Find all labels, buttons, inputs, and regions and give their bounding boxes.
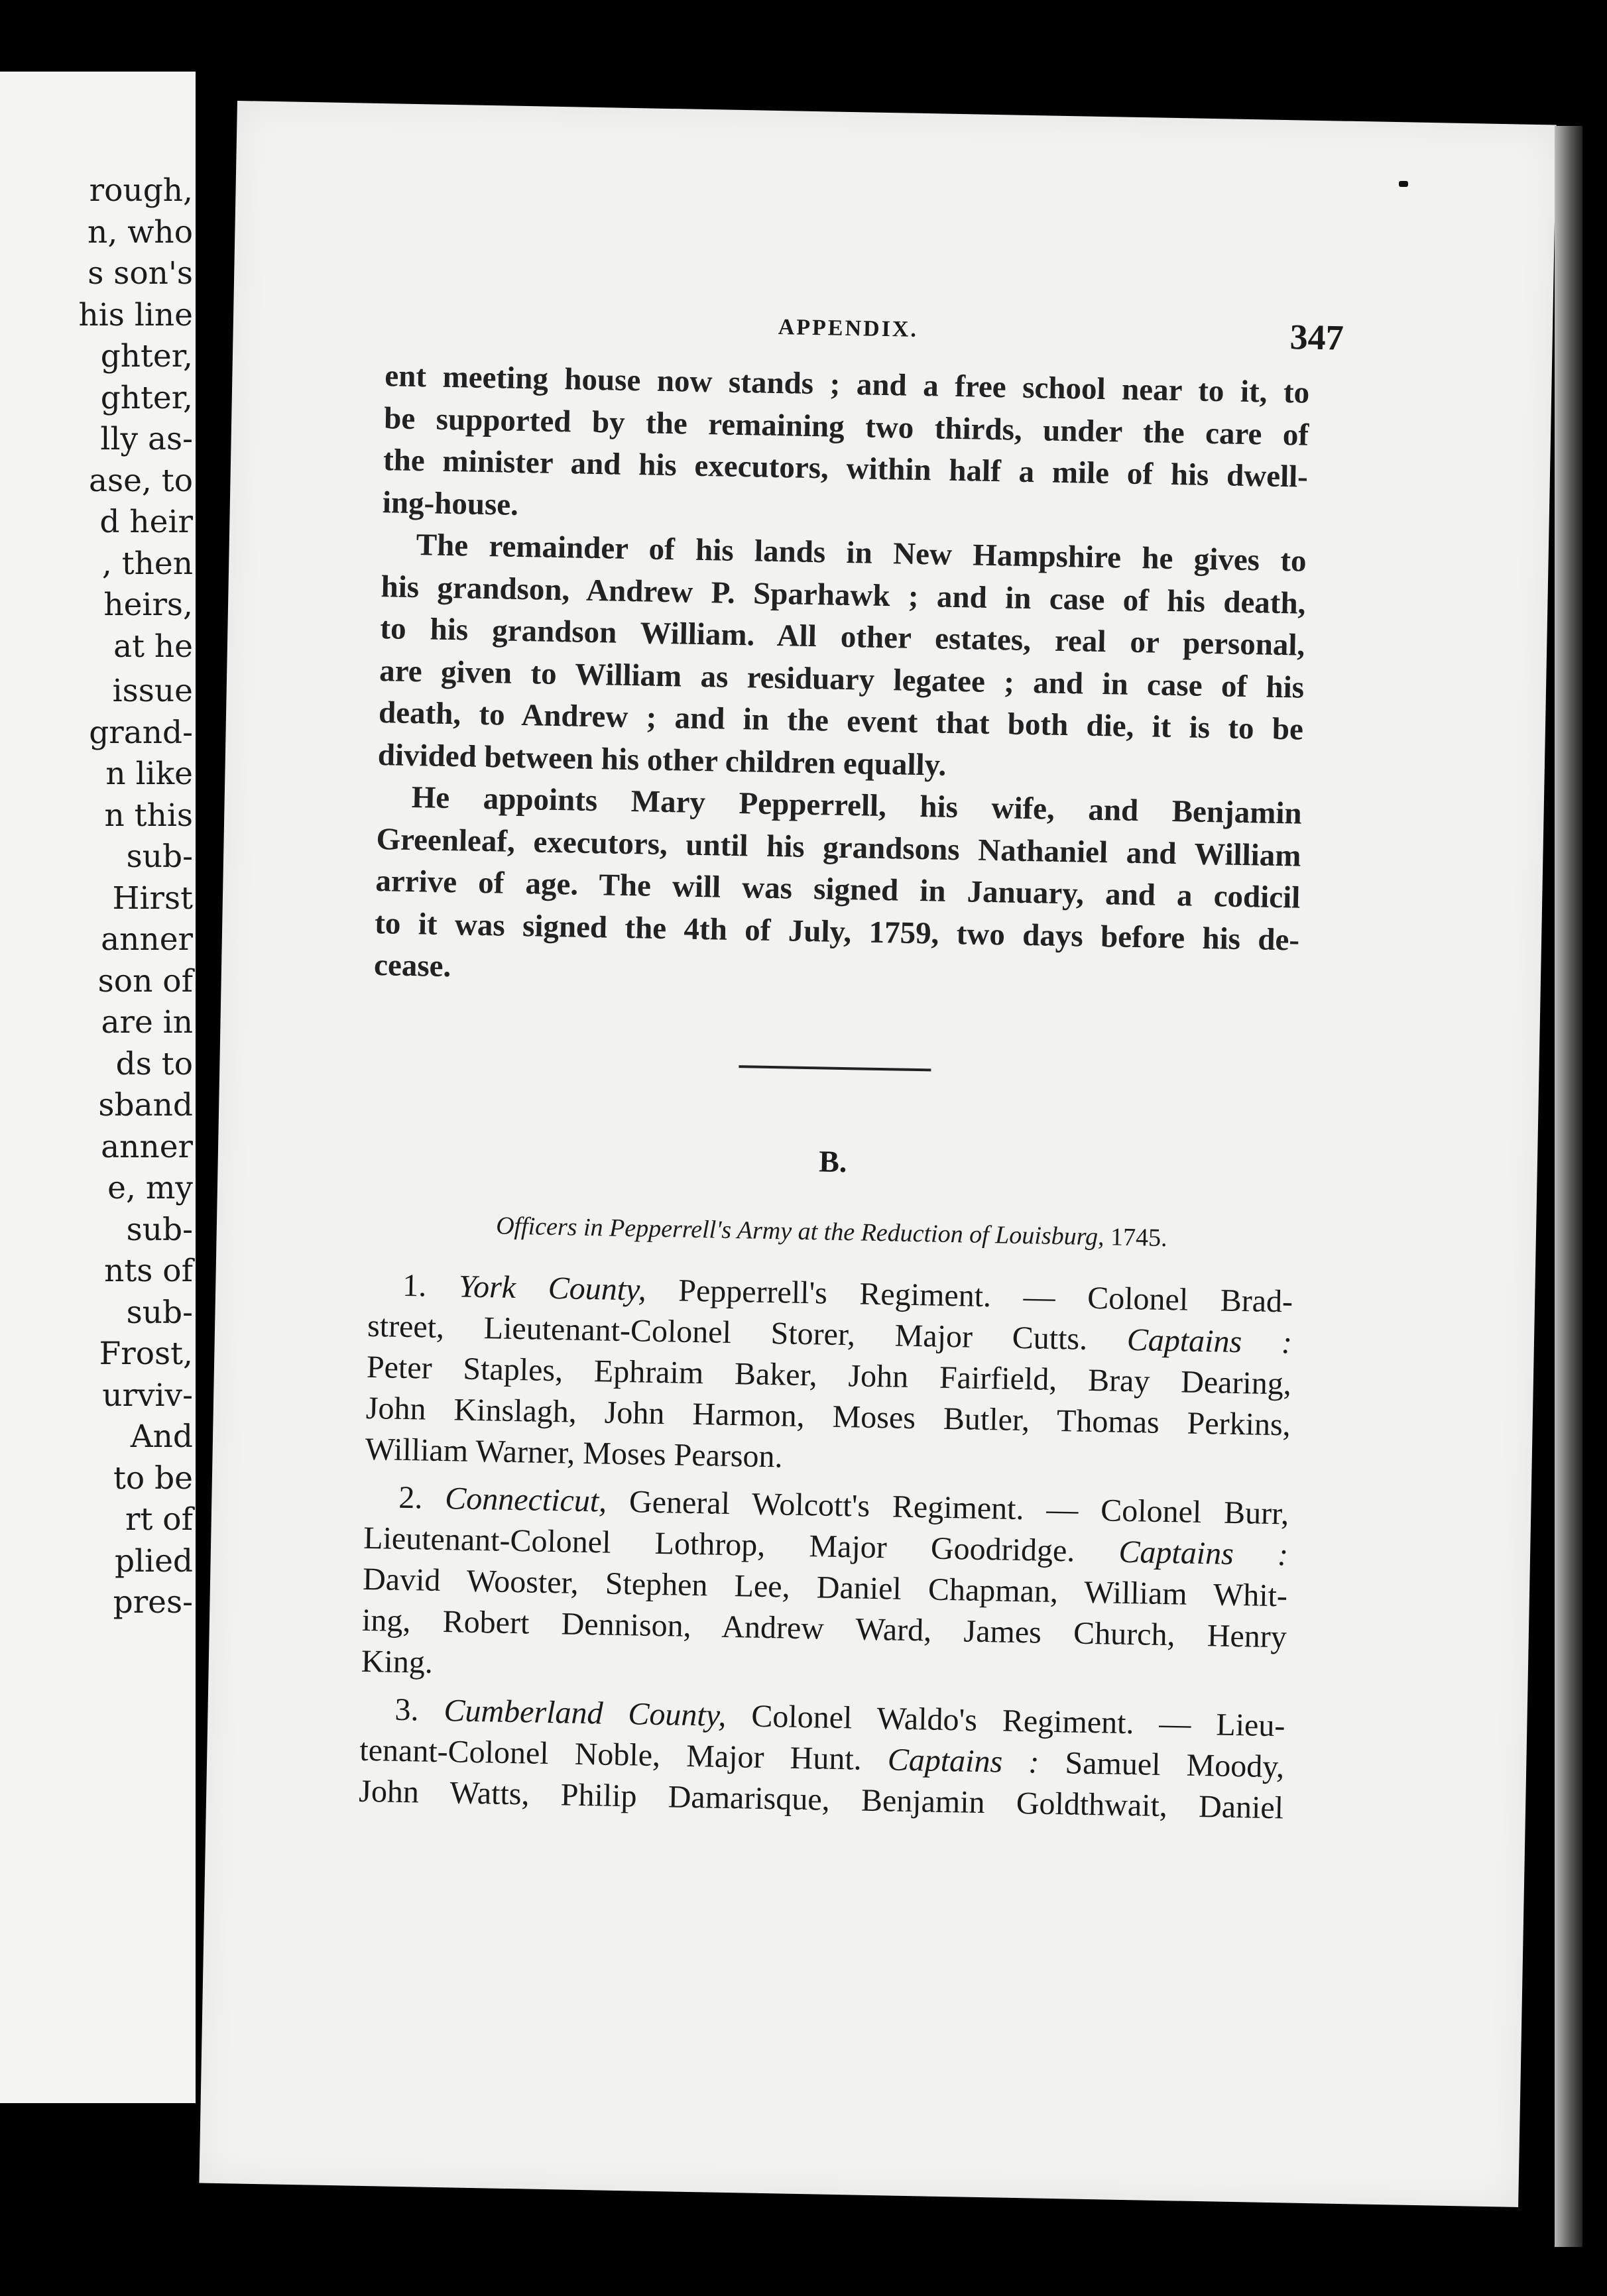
left-page-line: nts of (104, 1253, 193, 1289)
page-stack-edge (1555, 126, 1582, 2247)
officers-list (359, 1264, 1293, 1828)
right-page (199, 101, 1556, 2207)
text-segment: street, Lieutenant-Colonel Storer, Major Cutts. (367, 1308, 1128, 1357)
left-page-line: are in (101, 1004, 193, 1041)
left-page-line: rt of (125, 1501, 193, 1538)
left-page-line: Hirst (112, 880, 193, 917)
left-page-line: his line (78, 296, 193, 333)
left-page-line: sband (98, 1087, 193, 1123)
left-page-line: s son's (88, 255, 193, 292)
paragraph-line: cease. (373, 948, 451, 984)
paragraph (377, 524, 1307, 793)
paragraph-line: Greenleaf, executors, until his grandsons Nathaniel and William (376, 821, 1301, 874)
running-title: APPENDIX. (778, 315, 919, 342)
left-page-line: at he (113, 628, 193, 665)
text-segment: Samuel Moody, (1038, 1745, 1285, 1784)
left-page-line: heirs, (103, 587, 193, 623)
text-segment: Pepperrell's Regiment. — Colonel Brad- (646, 1272, 1293, 1319)
left-page-line: pres- (113, 1584, 193, 1621)
paragraph-line: are given to William as residuary legatee ; and in case of his (379, 653, 1305, 705)
page-number: 347 (1289, 317, 1344, 358)
text-segment: John Kinslagh, John Harmon, Moses Butler, Thomas Perkins, (365, 1390, 1291, 1442)
left-page-line: n, who (88, 213, 193, 251)
section-divider (739, 1065, 931, 1071)
left-page-line: plied (114, 1542, 193, 1579)
text-segment: Lieutenant-Colonel Lothrop, Major Goodridge. (363, 1520, 1120, 1570)
left-page-line: to be (113, 1460, 193, 1497)
paragraph-line: death, to Andrew ; and in the event that both die, it is to be (378, 695, 1304, 747)
text-segment: John Watts, Philip Damarisque, Benjamin Goldthwait, Daniel (358, 1773, 1284, 1825)
left-page-line: grand- (89, 714, 193, 751)
left-page-line: d heir (99, 504, 193, 540)
caption-year: 1745. (1110, 1222, 1167, 1252)
left-page-line: anner (101, 1128, 193, 1165)
text-segment: William Warner, Moses Pearson. (365, 1431, 784, 1474)
regiment-entry (361, 1476, 1289, 1699)
regiment-entry (365, 1264, 1293, 1487)
paragraph-line: the minister and his executors, within half a mile of his dwell- (383, 443, 1309, 494)
paragraph-line: He appoints Mary Pepperrell, his wife, and Benjamin (411, 779, 1303, 831)
paragraph-line: to it was signed the 4th of July, 1759, two days before his de- (374, 905, 1300, 958)
left-page-line: n this (104, 797, 193, 834)
text-segment: King. (361, 1643, 434, 1680)
paragraph (374, 776, 1303, 1004)
text-segment: 1. (402, 1267, 459, 1304)
text-segment: David Wooster, Stephen Lee, Daniel Chapman, William Whit- (362, 1561, 1288, 1613)
italic-segment: Captains : (1118, 1534, 1289, 1572)
italic-segment: Connecticut, (444, 1480, 607, 1519)
paragraph-line: ing-house. (382, 485, 519, 522)
paragraph-line: to his grandson William. All other estates, real or personal, (379, 611, 1305, 663)
paragraph-line: be supported by the remaining two thirds, under the care of (383, 400, 1309, 453)
will-text (374, 355, 1310, 1004)
left-page-line: rough, (89, 172, 193, 209)
left-page-line: lly as- (100, 421, 193, 457)
left-page-edge (0, 72, 196, 2103)
italic-segment: Cumberland County, (444, 1692, 727, 1733)
italic-segment: Captains : (1126, 1322, 1293, 1360)
left-page-line: n like (105, 756, 193, 792)
caption-text: Officers in Pepperrell's Army at the Reduction of Louisburg, (495, 1211, 1104, 1251)
text-segment: tenant-Colonel Noble, Major Hunt. (359, 1732, 888, 1777)
left-page-line: sub- (126, 838, 193, 875)
text-segment: 3. (394, 1692, 445, 1728)
paragraph-line: divided between his other children equally. (377, 737, 947, 783)
left-page-line: son of (97, 962, 193, 1000)
left-page-line: e, my (107, 1170, 193, 1206)
text-segment: General Wolcott's Regiment. — Colonel Burr, (606, 1483, 1289, 1531)
regiment-entry (359, 1688, 1285, 1829)
left-page-line: , then (101, 545, 193, 582)
paragraph-line: arrive of age. The will was signed in January, and a codicil (375, 864, 1301, 915)
left-page-line: sub- (126, 1211, 193, 1248)
paragraph-line: his grandson, Andrew P. Sparhawk ; and in case of his death, (381, 569, 1306, 621)
paragraph (382, 355, 1309, 541)
left-page-line: sub- (126, 1294, 193, 1331)
paragraph-line: ent meeting house now stands ; and a free school near to it, to (384, 359, 1310, 410)
left-page-line: Frost, (99, 1336, 193, 1372)
left-page-line: ase, to (88, 462, 193, 499)
left-page-line: And (130, 1418, 193, 1455)
page-content (358, 302, 1344, 1835)
officers-caption (369, 1208, 1295, 1255)
text-segment: 2. (398, 1479, 446, 1516)
left-page-line: anner (101, 921, 193, 958)
italic-segment: York County, (458, 1268, 647, 1308)
text-segment: Colonel Waldo's Regiment. — Lieu- (725, 1697, 1285, 1743)
left-page-line: issue (112, 673, 193, 709)
left-page-line: ghter, (100, 338, 193, 374)
left-page-line: urviv- (102, 1377, 193, 1414)
left-page-line: ds to (115, 1045, 193, 1082)
section-heading: B. (818, 1143, 847, 1178)
left-page-line: ghter, (100, 379, 193, 416)
scan-speck (1399, 181, 1408, 187)
text-segment: Peter Staples, Ephraim Baker, John Fairfield, Bray Dearing, (366, 1349, 1292, 1401)
text-segment: ing, Robert Dennison, Andrew Ward, James Church, Henry (361, 1602, 1287, 1654)
paragraph-line: The remainder of his lands in New Hampshire he gives to (416, 528, 1307, 579)
italic-segment: Captains : (887, 1741, 1040, 1780)
